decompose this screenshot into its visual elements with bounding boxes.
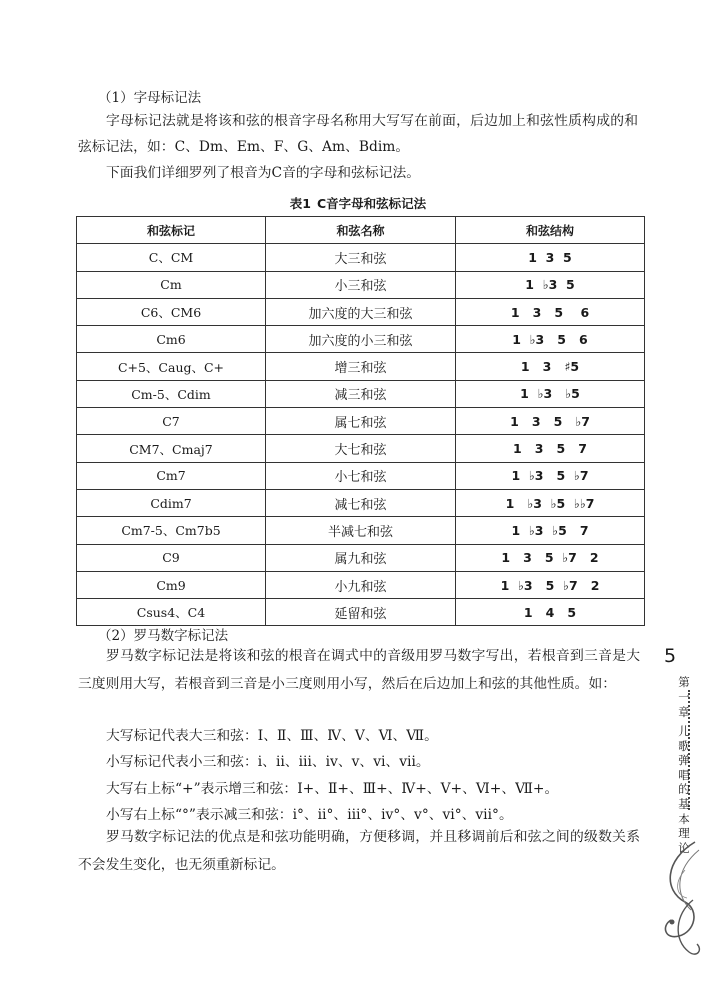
chord-symbol: CM7、Cmaj7 (77, 435, 266, 462)
chord-structure: 1 ♭3 ♭5 (456, 380, 645, 407)
chord-structure: 1 3 5 6 (456, 298, 645, 325)
table-row (77, 489, 645, 516)
table-row (77, 353, 645, 380)
chord-structure: 1 ♭3 5 6 (456, 326, 645, 353)
chord-name: 小九和弦 (266, 571, 456, 598)
chord-table (76, 216, 645, 626)
section1-heading: （1）字母标记法 (98, 90, 202, 106)
section1-intro: 下面我们详细罗列了根音为C音的字母和弦标记法。 (106, 165, 421, 181)
chord-symbol: Csus4、C4 (77, 599, 266, 626)
chord-structure: 1 ♭3 5 ♭7 2 (456, 571, 645, 598)
chord-symbol: C+5、Caug、C+ (77, 353, 266, 380)
chord-symbol: C6、CM6 (77, 298, 266, 325)
table-row (77, 298, 645, 325)
chord-name: 小三和弦 (266, 271, 456, 298)
chapter-label: 第 一 章 (678, 675, 690, 719)
chord-symbol: Cm6 (77, 326, 266, 353)
table-row (77, 271, 645, 298)
header-structure: 和弦结构 (456, 217, 645, 244)
chord-name: 延留和弦 (266, 599, 456, 626)
chord-symbol: Cm (77, 271, 266, 298)
chord-name: 半减七和弦 (266, 517, 456, 544)
table-caption (0, 194, 716, 212)
chord-structure: 1 3 5 ♭7 2 (456, 544, 645, 571)
chord-name: 减七和弦 (266, 489, 456, 516)
table-row (77, 380, 645, 407)
chord-structure: 1 3 ♯5 (456, 353, 645, 380)
table-row (77, 435, 645, 462)
chord-name: 减三和弦 (266, 380, 456, 407)
chord-name: 加六度的大三和弦 (266, 298, 456, 325)
chord-name: 加六度的小三和弦 (266, 326, 456, 353)
table-number: 表1 (289, 196, 311, 211)
chord-name: 属九和弦 (266, 544, 456, 571)
chord-structure: 1 3 5 7 (456, 435, 645, 462)
chord-symbol: Cm7-5、Cm7b5 (77, 517, 266, 544)
table-row (77, 408, 645, 435)
chord-symbol: Cm7 (77, 462, 266, 489)
chord-name: 小七和弦 (266, 462, 456, 489)
section2-conclusion: 罗马数字标记法的优点是和弦功能明确，方便移调，并且移调前后和弦之间的级数关系不会发生变化，也无须重新标记。 (78, 829, 640, 873)
page-number: 5 (664, 645, 677, 667)
chord-structure: 1 ♭3 ♭5 7 (456, 517, 645, 544)
chord-name: 属七和弦 (266, 408, 456, 435)
chord-symbol: Cdim7 (77, 489, 266, 516)
table-row (77, 517, 645, 544)
section1-paragraph: 字母标记法就是将该和弦的根音字母名称用大写写在前面，后边加上和弦性质构成的和弦标记法，如：C、Dm、Em、F、G、Am、Bdim。 (78, 113, 638, 155)
table-row (77, 326, 645, 353)
major-triad-line: 大写标记代表大三和弦：Ⅰ、Ⅱ、Ⅲ、Ⅳ、Ⅴ、Ⅵ、Ⅶ。 (106, 728, 438, 744)
chord-name: 大三和弦 (266, 244, 456, 271)
chord-structure: 1 ♭3 5 ♭7 (456, 462, 645, 489)
table-title: C音字母和弦标记法 (317, 196, 427, 211)
diminished-triad-line: 小写右上标“°”表示减三和弦：ⅰ°、ⅱ°、ⅲ°、ⅳ°、ⅴ°、ⅵ°、ⅶ°。 (106, 807, 513, 823)
chord-symbol: Cm-5、Cdim (77, 380, 266, 407)
section2-paragraph: 罗马数字标记法是将该和弦的根音在调式中的音级用罗马数字写出，若根音到三音是大三度则用大写，若根音到三音是小三度则用小写，然后在后边加上和弦的其他性质。如： (78, 648, 640, 692)
table-header-row (77, 217, 645, 244)
chord-symbol: C9 (77, 544, 266, 571)
table-row (77, 599, 645, 626)
chapter-title: 儿 歌 弹 唱 的 基 本 理 论 (678, 724, 690, 855)
chord-structure: 1 3 5 (456, 244, 645, 271)
chord-symbol: C、CM (77, 244, 266, 271)
section2-heading: （2）罗马数字标记法 (98, 628, 229, 644)
table-row (77, 244, 645, 271)
chord-structure: 1 4 5 (456, 599, 645, 626)
chord-structure: 1 ♭3 5 (456, 271, 645, 298)
header-name: 和弦名称 (266, 217, 456, 244)
chord-name: 大七和弦 (266, 435, 456, 462)
chord-symbol: C7 (77, 408, 266, 435)
augmented-triad-line: 大写右上标“+”表示增三和弦：Ⅰ+、Ⅱ+、Ⅲ+、Ⅳ+、Ⅴ+、Ⅵ+、Ⅶ+。 (106, 781, 559, 797)
header-symbol: 和弦标记 (77, 217, 266, 244)
chord-structure: 1 ♭3 ♭5 ♭♭7 (456, 489, 645, 516)
table-row (77, 544, 645, 571)
chord-name: 增三和弦 (266, 353, 456, 380)
chord-structure: 1 3 5 ♭7 (456, 408, 645, 435)
decorative-swirl-icon (655, 840, 705, 960)
table-row (77, 462, 645, 489)
minor-triad-line: 小写标记代表小三和弦：ⅰ、ⅱ、ⅲ、ⅳ、ⅴ、ⅵ、ⅶ。 (106, 754, 430, 770)
chord-symbol: Cm9 (77, 571, 266, 598)
table-row (77, 571, 645, 598)
